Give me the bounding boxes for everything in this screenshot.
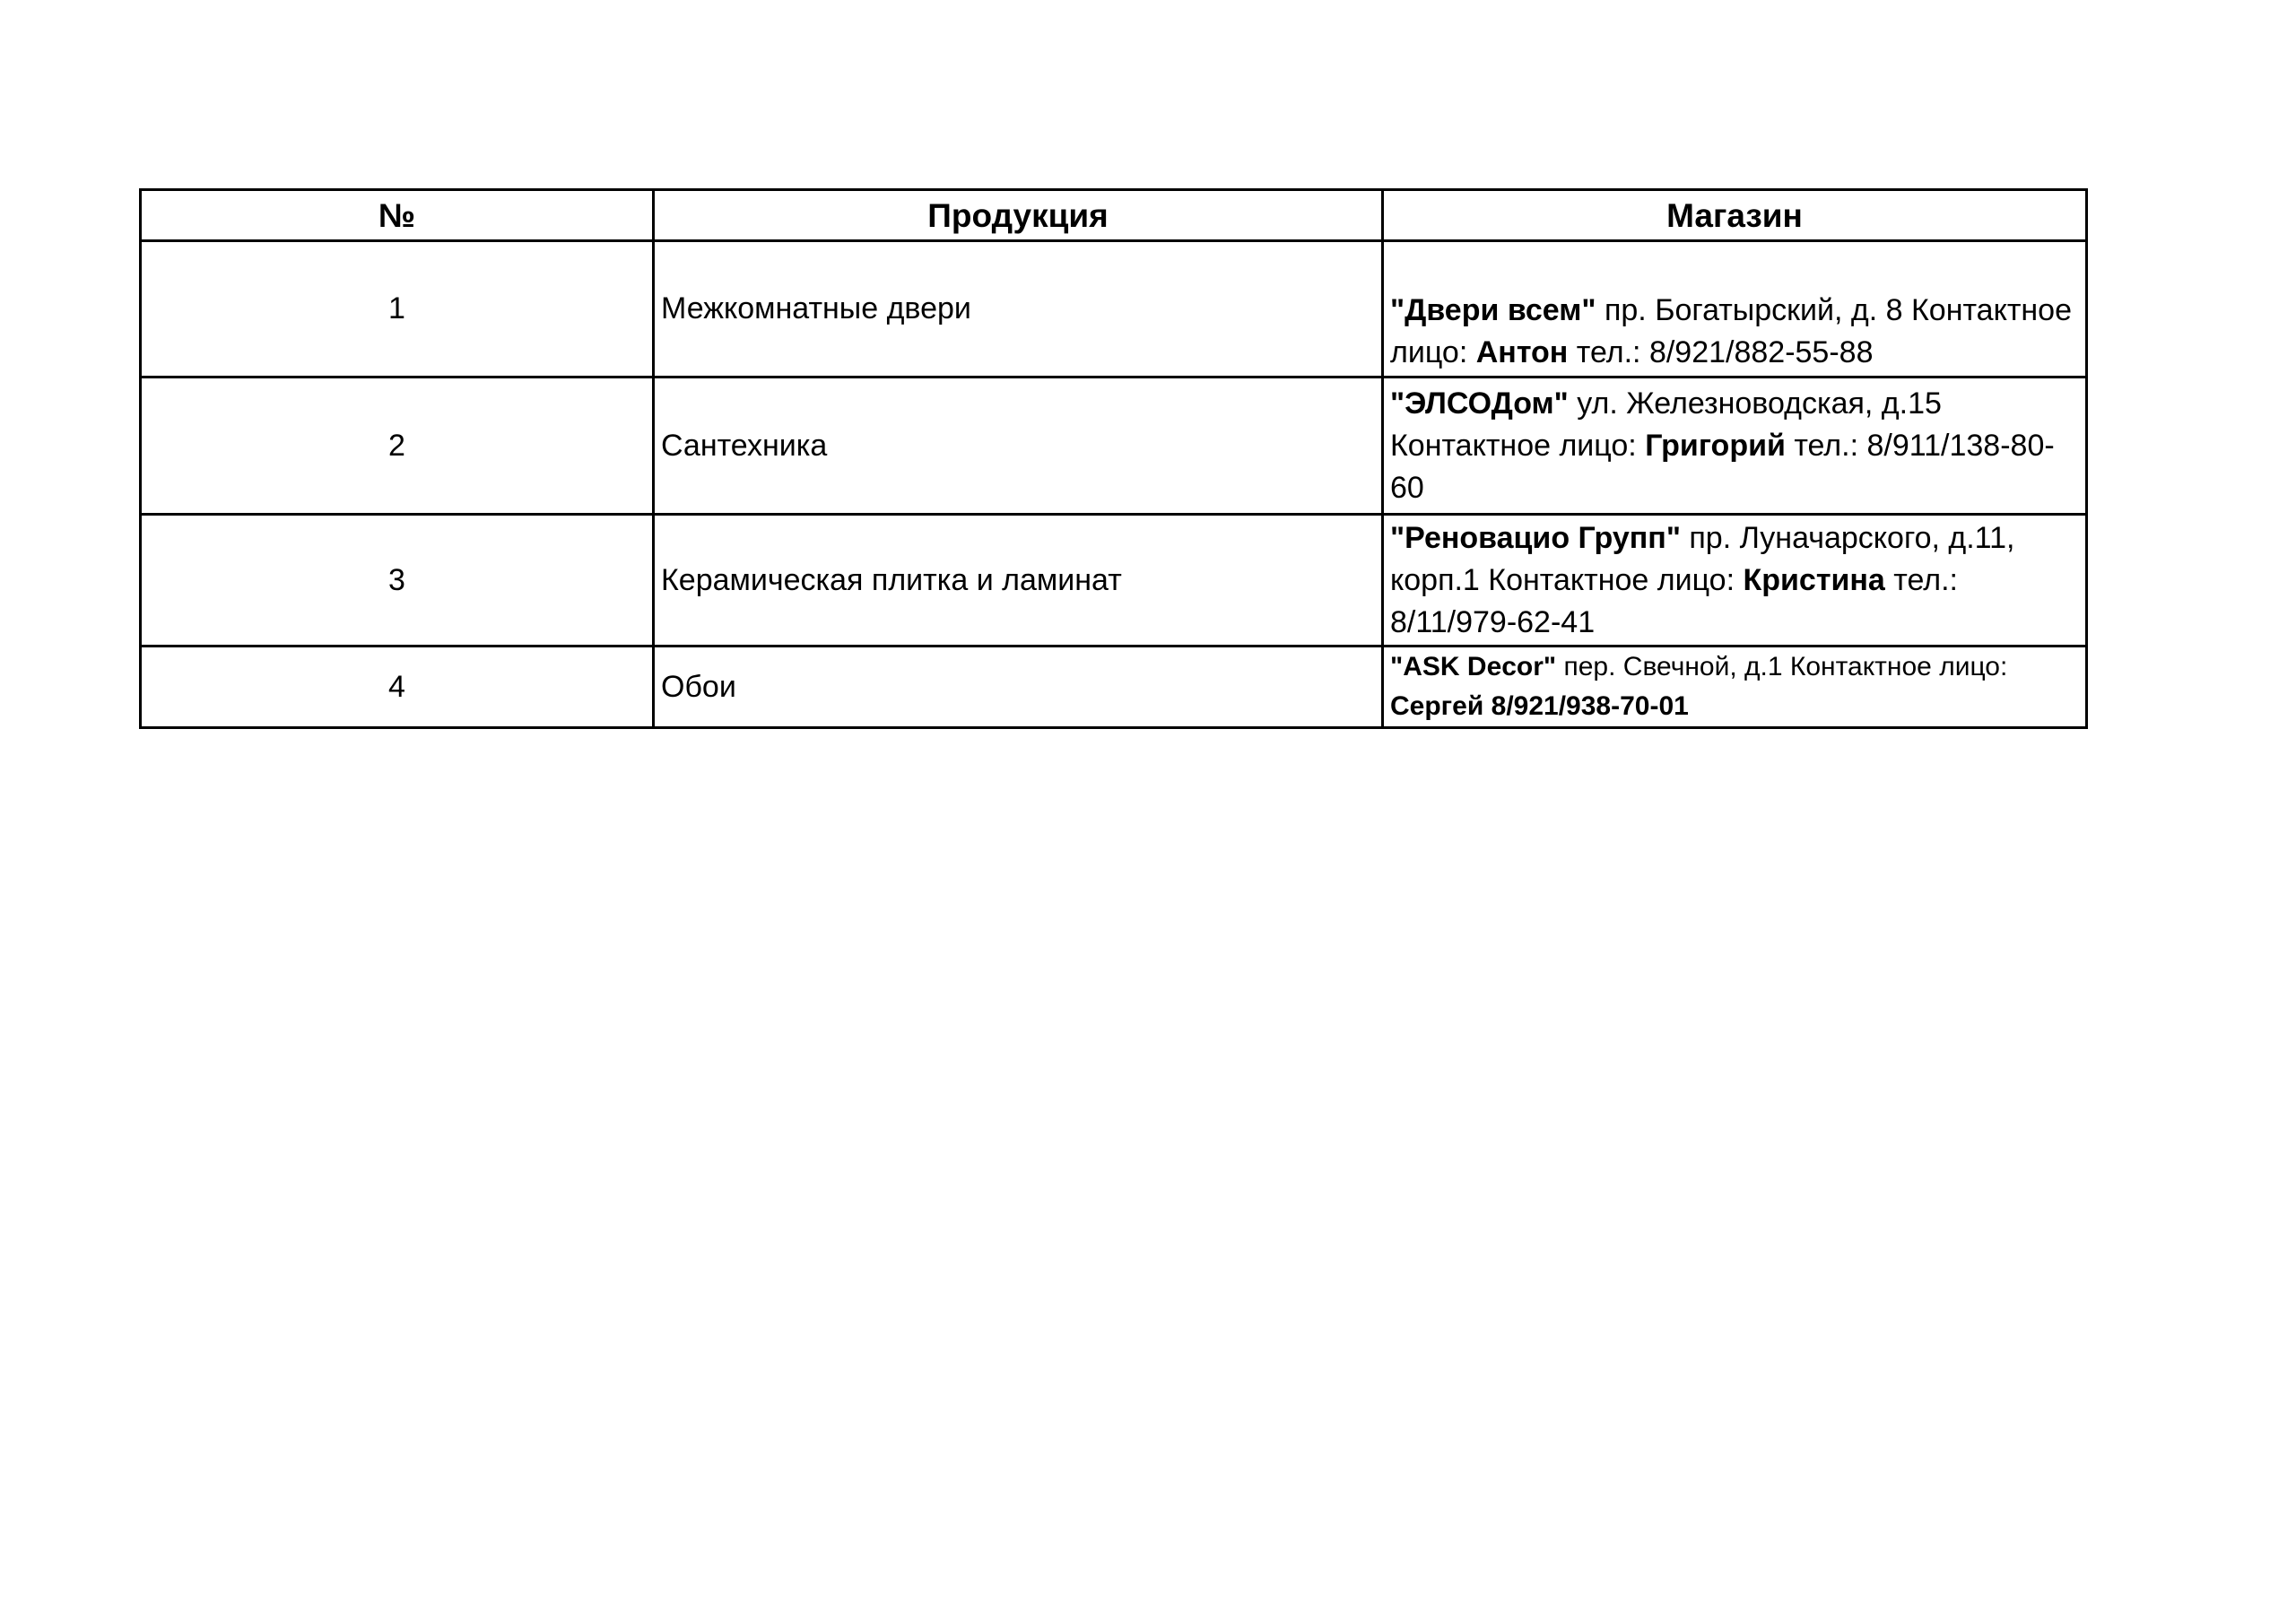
product-cell: Обои	[654, 647, 1383, 728]
row-number: 1	[141, 241, 654, 378]
shop-cell	[1383, 515, 2087, 647]
table-row	[141, 378, 2087, 515]
header-product: Продукция	[654, 190, 1383, 241]
stores-table	[139, 188, 2088, 729]
row-number: 2	[141, 378, 654, 515]
shop-address: пр. Луначарского, д.11, корп.1 Контактное лицо:	[1390, 520, 2015, 597]
product-cell: Межкомнатные двери	[654, 241, 1383, 378]
header-num: №	[141, 190, 654, 241]
shop-cell	[1383, 378, 2087, 515]
header-shop: Магазин	[1383, 190, 2087, 241]
product-cell: Керамическая плитка и ламинат	[654, 515, 1383, 647]
shop-contact: Антон	[1475, 335, 1569, 369]
row-number: 3	[141, 515, 654, 647]
shop-phone: тел.: 8/11/979-62-41	[1390, 562, 1958, 639]
product-cell: Сантехника	[654, 378, 1383, 515]
shop-phone: тел.: 8/921/882-55-88	[1568, 335, 1874, 369]
header-row	[141, 190, 2087, 241]
shop-cell	[1383, 647, 2087, 728]
shop-contact: Сергей 8/921/938-70-01	[1390, 691, 1689, 721]
shop-contact: Григорий	[1645, 428, 1786, 463]
shop-contact: Кристина	[1743, 562, 1885, 597]
shop-name: "ASK Decor"	[1390, 652, 1557, 681]
table-row	[141, 241, 2087, 378]
table-row	[141, 647, 2087, 728]
shop-name: "Реновацио Групп"	[1390, 520, 1681, 555]
shop-name: "Двери всем"	[1390, 293, 1596, 327]
table-row	[141, 515, 2087, 647]
shop-cell	[1383, 241, 2087, 378]
shop-address: пр. Богатырский, д. 8 Контактное лицо:	[1390, 293, 2073, 369]
shop-name: "ЭЛСОДом"	[1390, 386, 1569, 421]
shop-address: пер. Свечной, д.1 Контактное лицо:	[1556, 652, 2008, 681]
shop-phone: тел.: 8/911/138-80-60	[1390, 428, 2055, 505]
row-number: 4	[141, 647, 654, 728]
shop-address: ул. Железноводская, д.15 Контактное лицо:	[1390, 386, 1942, 463]
